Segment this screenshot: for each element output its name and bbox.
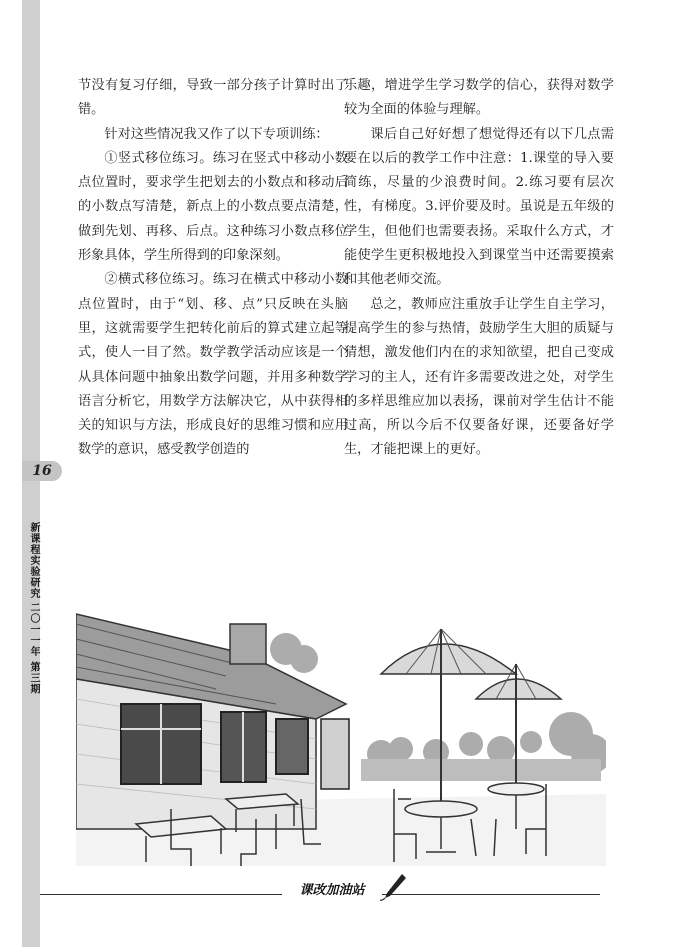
window: [276, 719, 308, 774]
window: [121, 704, 201, 784]
pen-nib-icon: [380, 872, 408, 902]
paragraph: 乐趣，增进学生学习数学的信心，获得对数学较为全面的体验与理解。: [344, 78, 614, 118]
paragraph: 节没有复习仔细，导致一部分孩子计算时出了错。: [78, 78, 348, 118]
paragraph: ②横式移位练习。练习在横式中移动小数点位置时，由于“划、移、点”只反映在头脑里，这就需要学生把转化前后的算式建立起等式，使人一目了然。数学教学活动应该是一个从具体问题中抽象出数学问题，并用多种数学语言分析它，用数学方法解决它，从中获得相关的知识与方法，形成良好的思维习惯和应用数学的意识，感受教学创造的: [78, 272, 348, 458]
chimney: [230, 624, 266, 664]
cafe-terrace-illustration: [76, 604, 606, 866]
left-text-column: [78, 74, 348, 463]
right-text-column: [344, 74, 614, 463]
journal-issue: 二〇一一年 第三期: [28, 602, 39, 695]
paragraph: ①竖式移位练习。练习在竖式中移动小数点位置时，要求学生把划去的小数点和移动后的小数点写清楚，新点上的小数点要点清楚，做到先划、再移、后点。这种练习小数点移位形象具体，学生所得到的印象深刻。: [78, 150, 348, 264]
paragraph: 针对这些情况我又作了以下专项训练：: [104, 126, 329, 142]
paragraph: 课后自己好好想了想觉得还有以下几点需要在以后的教学工作中注意：1.课堂的导入要简练，尽量的少浪费时间。2.练习要有层次性，有梯度。3.评价要及时。虽说是五年级的学生，但他们也需要表扬。采取什么方式，才能使学生更积极地投入到课堂当中还需要摸索和其他老师交流。: [344, 126, 614, 288]
footer-brand: 课改加油站: [282, 880, 382, 902]
journal-name: 新课程实验研究: [28, 522, 39, 599]
page-number: 16: [22, 461, 62, 481]
door: [321, 719, 349, 789]
window: [221, 712, 266, 782]
paragraph: 总之，教师应注重放手让学生自主学习，提高学生的参与热情，鼓励学生大胆的质疑与猜想，激发他们内在的求知欲望，把自己变成学习的主人，还有许多需要改进之处，对学生的多样思维应加以表扬，课前对学生估计不能过高，所以今后不仅要备好课，还要备好学生，才能把课上的更好。: [344, 296, 614, 458]
